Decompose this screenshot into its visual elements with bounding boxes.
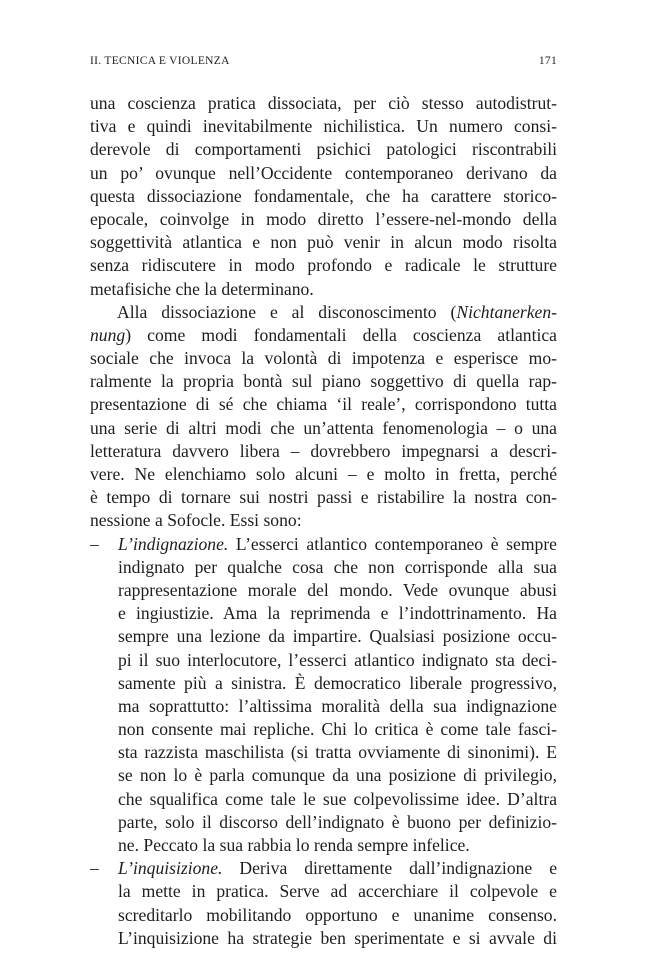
german-term-continued: nung [90, 324, 126, 345]
list-item-2-line: L’inquisizione ha strategie ben sperimentate e si avvale di [118, 927, 557, 948]
paragraph-1-line: soggettività atlantica e non può venir in alcun modo risolta [90, 232, 557, 253]
list-item-1-first-line [90, 533, 557, 556]
list-item-2-line: screditarlo mobilitando opportuno e unanime consenso. [118, 904, 557, 925]
list-item-1-line: parte, solo il discorso dell’indignato è buono per definizio- [118, 811, 557, 832]
paragraph-2-line: letteratura davvero libera – dovrebbero impegnarsi a descri- [90, 440, 557, 461]
paragraph-2-line: vere. Ne elenchiamo solo alcuni – e molto in fretta, perché [90, 464, 557, 484]
list-item-1-line: che squalifica come tale le sue colpevolissime idee. D’altra [118, 788, 557, 809]
running-header [90, 55, 557, 71]
paragraph-2-line: presentazione di sé che chiama ‘il reale’, corrispondono tutta [90, 394, 557, 415]
paragraph-1-line: derevole di comportamenti psichici patologici riscontrabili [90, 139, 557, 160]
list-item-1-line: sempre una lezione da impartire. Qualsiasi posizione occu- [118, 626, 557, 647]
paragraph-2-line: è tempo di tornare sui nostri passi e ristabilire la nostra con- [90, 487, 557, 508]
list-item-1-line: non consente mai repliche. Chi lo critica è come tale fasci- [118, 719, 557, 740]
list-item-2-first-line [90, 857, 557, 880]
list-item-1-line: samente più a sinistra. È democratico liberale progressivo, [118, 672, 557, 693]
paragraph-2-text: Alla dissociazione e al disconoscimento ( [117, 301, 457, 322]
dash-bullet: – [90, 858, 99, 879]
paragraph-2-line [90, 324, 557, 347]
list-item-2-line: la mette in pratica. Serve ad accerchiare il colpevole e [118, 881, 557, 902]
list-item-1-line: ma soprattutto: l’altissima moralità della sua indignazione [118, 695, 557, 716]
german-term: Nichtanerken- [456, 301, 557, 322]
paragraph-1-line: senza ridiscutere in modo profondo e radicale le strutture [90, 255, 557, 276]
list-item-1-line: ne. Peccato la sua rabbia lo renda sempre infelice. [118, 835, 470, 855]
list-item-term: L’inquisizione. [118, 858, 223, 879]
body-text [90, 92, 557, 950]
list-item-1-line: sta razzista maschilista (si tratta ovviamente di sinonimi). E [118, 742, 557, 763]
paragraph-1-line: questa dissociazione fondamentale, che ha carattere storico- [90, 185, 557, 206]
list-item-text: L’esserci atlantico contemporaneo è sempre [228, 533, 557, 554]
paragraph-1-line: un po’ ovunque nell’Occidente contemporaneo derivano da [90, 162, 557, 183]
paragraph-1-line: tiva e quindi inevitabilmente nichilistica. Un numero consi- [90, 116, 557, 137]
page-number: 171 [538, 55, 557, 67]
paragraph-1-line: una coscienza pratica dissociata, per ciò stesso autodistrut- [90, 93, 557, 113]
paragraph-2-line: ralmente la propria bontà sul piano soggettivo di quella rap- [90, 371, 557, 392]
paragraph-2-line: sociale che invoca la volontà di impotenza e esperisce mo- [90, 348, 557, 369]
list-item-1-line: indignato per qualche cosa che non corrisponde alla sua [118, 556, 557, 577]
list-item-1-line: pi il suo interlocutore, l’esserci atlantico indignato sta deci- [118, 649, 557, 670]
paragraph-2-line: nessione a Sofocle. Essi sono: [90, 510, 302, 531]
list-item-term: L’indignazione. [118, 533, 229, 554]
dash-bullet: – [90, 533, 99, 554]
list-item-1-line: se non lo è parla comunque da una posizione di privilegio, [118, 765, 557, 786]
paragraph-1-line: metafisiche che la determinano. [90, 278, 314, 299]
paragraph-2-text: ) come modi fondamentali della coscienza atlantica [125, 324, 557, 345]
list-item-1-line: e ingiustizie. Ama la reprimenda e l’indottrinamento. Ha [118, 603, 557, 624]
paragraph-2-line: una serie di altri modi che un’attenta fenomenologia – o una [90, 417, 557, 438]
list-item-1-line: rappresentazione morale del mondo. Vede ovunque abusi [118, 579, 557, 600]
list-item-text: Deriva direttamente dall’indignazione e [222, 858, 557, 879]
paragraph-1-line: epocale, coinvolge in modo diretto l’essere-nel-mondo della [90, 208, 557, 229]
paragraph-2-line [90, 301, 557, 324]
running-title: II. TECNICA E VIOLENZA [90, 55, 230, 67]
